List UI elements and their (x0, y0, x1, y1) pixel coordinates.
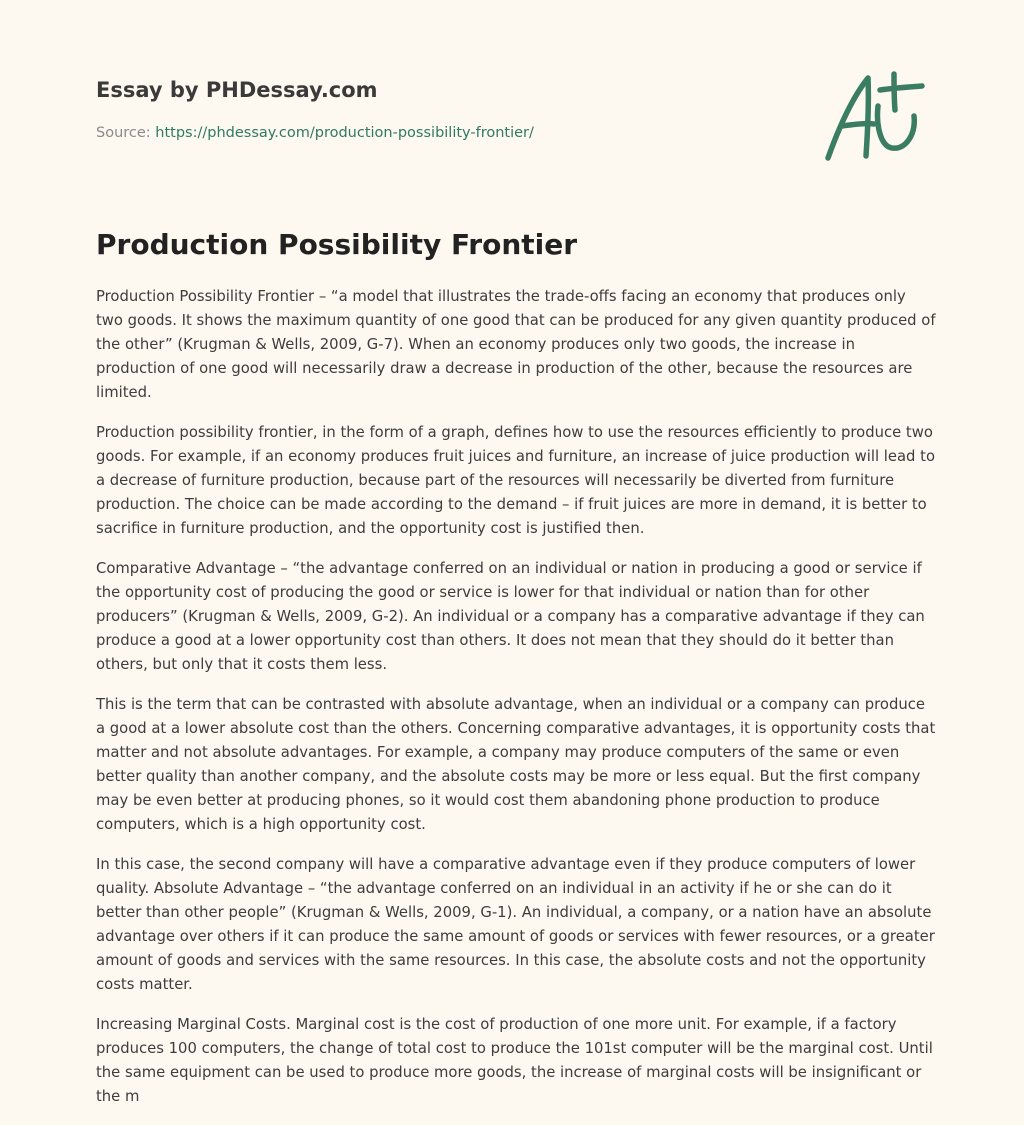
essay-paragraph: This is the term that can be contrasted with absolute advantage, when an individual or a company can produce a good at a lower absolute cost than the others. Concerning comparative advantages, it is opportunity costs that matter and not absolute advantages. For example, a company may produce computers of the same or even better quality than another company, and the absolute costs may be more or less equal. But the first company may be even better at producing phones, so it would cost them abandoning phone production to produce computers, which is a high opportunity cost. (96, 696, 936, 833)
source-link[interactable]: https://phdessay.com/production-possibility-frontier/ (155, 125, 534, 141)
a-plus-grade-logo-icon (822, 68, 926, 164)
source-line (96, 122, 796, 144)
essay-body (96, 285, 936, 1125)
essay-paragraph: Production possibility frontier, in the form of a graph, defines how to use the resources efficiently to produce two goods. For example, if an economy produces fruit juices and furniture, an increase of juice production will lead to a decrease of furniture production, because part of the resources will necessarily be diverted from furniture production. The choice can be made according to the demand – if fruit juices are more in demand, it is better to sacrifice in furniture production, and the opportunity cost is justified then. (96, 424, 936, 537)
document-header (96, 74, 796, 144)
essay-paragraph: In this case, the second company will have a comparative advantage even if they produce computers of lower quality. Absolute Advantage – “the advantage conferred on an individual in an activity if he or she can do it better than other people” (Krugman & Wells, 2009, G-1). An individual, a company, or a nation have an absolute advantage over others if it can produce the same amount of goods or services with fewer resources, or a greater amount of goods and services with the same resources. In this case, the absolute costs and not the opportunity costs matter. (96, 856, 935, 993)
essay-paragraph: Production Possibility Frontier – “a model that illustrates the trade-offs facing an economy that produces only two goods. It shows the maximum quantity of one good that can be produced for any given quantity produced of the other” (Krugman & Wells, 2009, G-7). When an economy produces only two goods, the increase in production of one good will necessarily draw a decrease in production of the other, because the resources are limited. (96, 288, 936, 401)
essay-title: Production Possibility Frontier (96, 228, 578, 261)
source-label: Source: (96, 125, 151, 141)
essay-paragraph: Increasing Marginal Costs. Marginal cost is the cost of production of one more unit. For example, if a factory produces 100 computers, the change of total cost to produce the 101st computer will be the marginal cost. Until the same equipment can be used to produce more goods, the increase of marginal costs will be insignificant or the m (96, 1016, 933, 1105)
essay-paragraph: Comparative Advantage – “the advantage conferred on an individual or nation in producing a good or service if the opportunity cost of producing the good or service is lower for that individual or nation than for other producers” (Krugman & Wells, 2009, G-2). An individual or a company has a comparative advantage if they can produce a good at a lower opportunity cost than others. It does not mean that they should do it better than others, but only that it costs them less. (96, 560, 925, 673)
brand-title: Essay by PHDessay.com (96, 78, 378, 102)
